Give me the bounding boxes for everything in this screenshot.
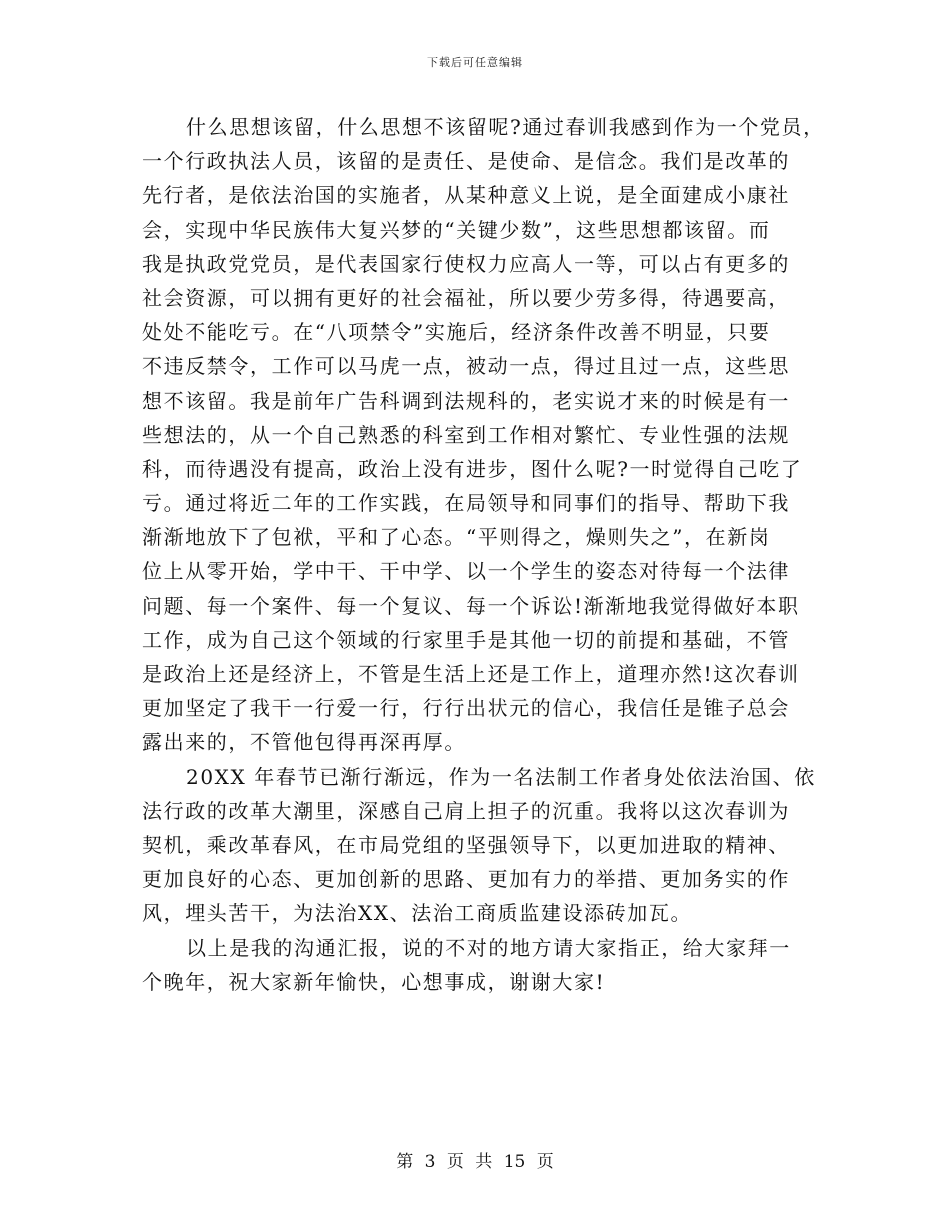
total-pages-number: 15 bbox=[503, 1152, 526, 1172]
paragraph-2 bbox=[142, 760, 828, 931]
text-line: 是政治上还是经济上，不管是生活上还是工作上，道理亦然!这次春训 bbox=[142, 662, 800, 686]
text-line: 风，埋头苦干，为法治XX、法治工商质监建设添砖加瓦。 bbox=[142, 901, 693, 926]
text-line: 亏。通过将近二年的工作实践，在局领导和同事们的指导、帮助下我 bbox=[142, 491, 790, 516]
text-line: 以上是我的沟通汇报，说的不对的地方请大家指正，给大家拜一 bbox=[186, 935, 791, 960]
text-line: 个晚年，祝大家新年愉快，心想事成，谢谢大家! bbox=[142, 969, 606, 994]
footer-middle: 页 共 bbox=[446, 1152, 493, 1172]
footer-prefix: 第 bbox=[396, 1152, 414, 1172]
text-line: 位上从零开始，学中干、干中学、以一个学生的姿态对待每一个法律 bbox=[142, 559, 790, 584]
footer-suffix: 页 bbox=[536, 1152, 554, 1172]
text-line: 处处不能吃亏。在“八项禁令”实施后，经济条件改善不明显，只要 bbox=[142, 320, 771, 345]
text-line: 工作，成为自己这个领域的行家里手是其他一切的前提和基础，不管 bbox=[142, 627, 790, 652]
text-line: 20XX 年春节已渐行渐远，作为一名法制工作者身处依法治国、依 bbox=[186, 764, 816, 789]
text-line: 契机，乘改革春风，在市局党组的坚强领导下，以更加进取的精神、 bbox=[142, 832, 790, 857]
text-line: 露出来的，不管他包得再深再厚。 bbox=[142, 730, 466, 755]
page-header: 下载后可任意编辑 bbox=[427, 56, 523, 69]
text-line: 科，而待遇没有提高，政治上没有进步，图什么呢?一时觉得自己吃了 bbox=[142, 456, 803, 481]
text-line: 渐渐地放下了包袱，平和了心态。“平则得之，燥则失之”，在新岗 bbox=[142, 525, 771, 550]
text-line: 不违反禁令，工作可以马虎一点，被动一点，得过且过一点，这些思 bbox=[142, 354, 790, 379]
text-line: 问题、每一个案件、每一个复议、每一个诉讼!渐渐地我觉得做好本职 bbox=[142, 593, 800, 618]
paragraph-1 bbox=[142, 110, 828, 760]
document-body bbox=[142, 110, 828, 999]
text-line: 些想法的，从一个自己熟悉的科室到工作相对繁忙、专业性强的法规 bbox=[142, 422, 790, 447]
text-line: 法行政的改革大潮里，深感自己肩上担子的沉重。我将以这次春训为 bbox=[142, 798, 790, 823]
page-footer bbox=[0, 1147, 950, 1172]
current-page-number: 3 bbox=[424, 1152, 436, 1172]
text-line: 社会资源，可以拥有更好的社会福祉，所以要少劳多得，待遇要高， bbox=[142, 285, 790, 310]
text-line: 先行者，是依法治国的实施者，从某种意义上说，是全面建成小康社 bbox=[142, 183, 790, 208]
text-line: 一个行政执法人员，该留的是责任、是使命、是信念。我们是改革的 bbox=[142, 149, 790, 174]
text-line: 更加坚定了我干一行爱一行，行行出状元的信心，我信任是锥子总会 bbox=[142, 696, 790, 721]
text-line: 什么思想该留，什么思想不该留呢?通过春训我感到作为一个党员， bbox=[186, 115, 825, 139]
text-line: 我是执政党党员，是代表国家行使权力应高人一等，可以占有更多的 bbox=[142, 251, 790, 276]
text-line: 想不该留。我是前年广告科调到法规科的，老实说才来的时候是有一 bbox=[142, 388, 790, 413]
text-line: 更加良好的心态、更加创新的思路、更加有力的举措、更加务实的作 bbox=[142, 867, 790, 892]
text-line: 会，实现中华民族伟大复兴梦的“关键少数”，这些思想都该留。而 bbox=[142, 217, 771, 242]
paragraph-3 bbox=[142, 931, 828, 999]
